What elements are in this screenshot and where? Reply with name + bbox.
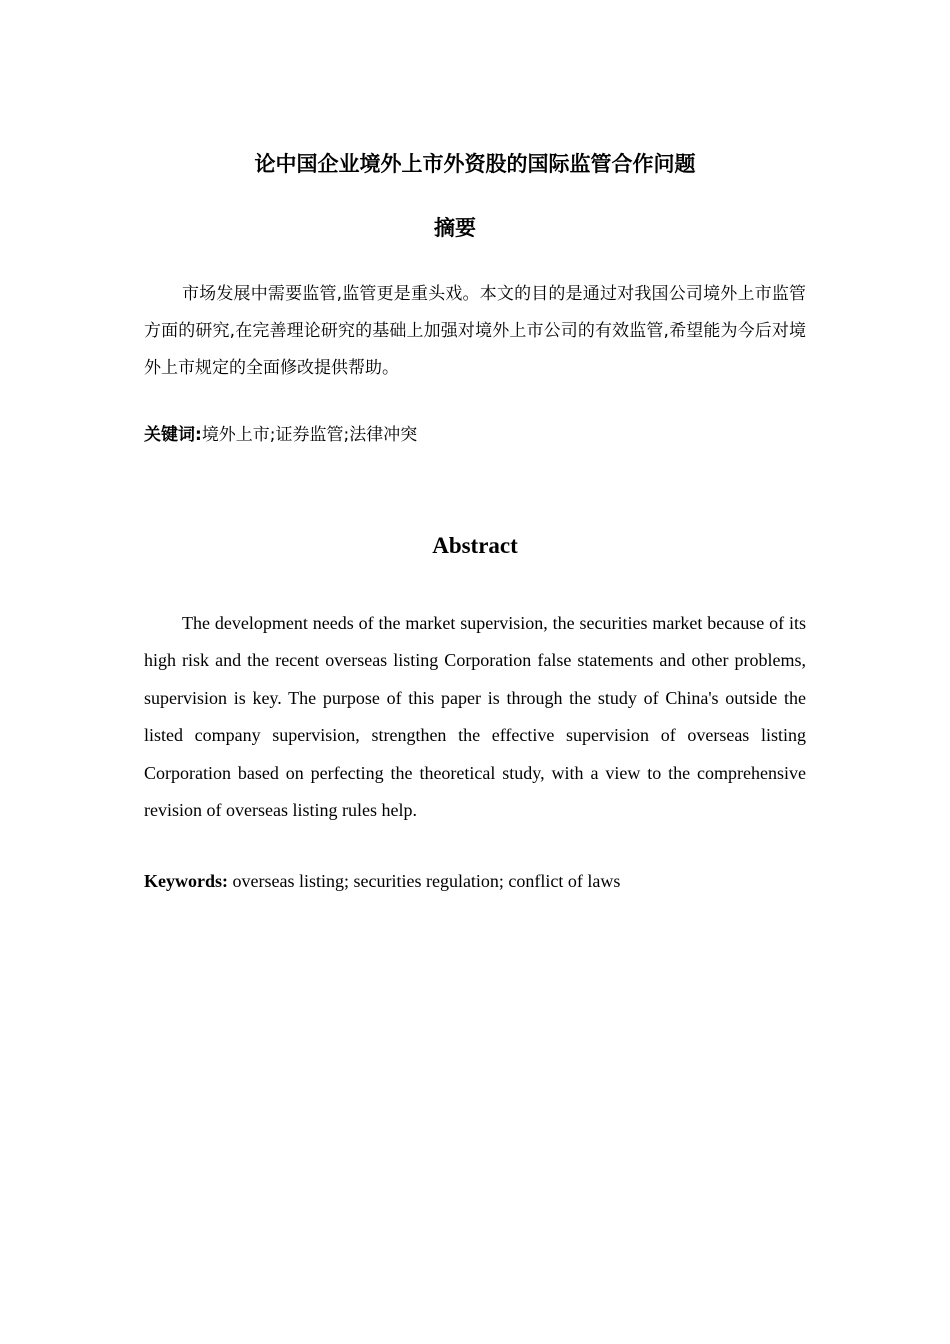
chinese-keywords-text: 境外上市;证券监管;法律冲突	[201, 425, 418, 445]
english-keywords-label: Keywords:	[144, 871, 228, 891]
english-keywords-text: overseas listing; securities regulation; conflict of laws	[228, 871, 621, 891]
chinese-abstract-body: 市场发展中需要监管,监管更是重头戏。本文的目的是通过对我国公司境外上市监管方面的研究,在完善理论研究的基础上加强对境外上市公司的有效监管,希望能为今后对境外上市规定的全面修改提供帮助。	[144, 284, 806, 378]
chinese-abstract-heading: 摘要	[434, 216, 476, 240]
document-title: 论中国企业境外上市外资股的国际监管合作问题	[254, 152, 696, 176]
english-abstract-body: The development needs of the market supervision, the securities market because of its high risk and the recent overseas listing Corporation false statements and other problems, supervision is key. The purpose of this paper is through the study of China's outside the listed company supervision, strengthen the effective supervision of overseas listing Corporation based on perfecting the theoretical study, with a view to the comprehensive revision of overseas listing rules help.	[144, 613, 806, 821]
english-keywords	[144, 866, 806, 896]
chinese-keywords-label: 关键词:	[144, 425, 202, 445]
chinese-keywords	[144, 420, 806, 450]
english-abstract-heading: Abstract	[432, 533, 518, 558]
